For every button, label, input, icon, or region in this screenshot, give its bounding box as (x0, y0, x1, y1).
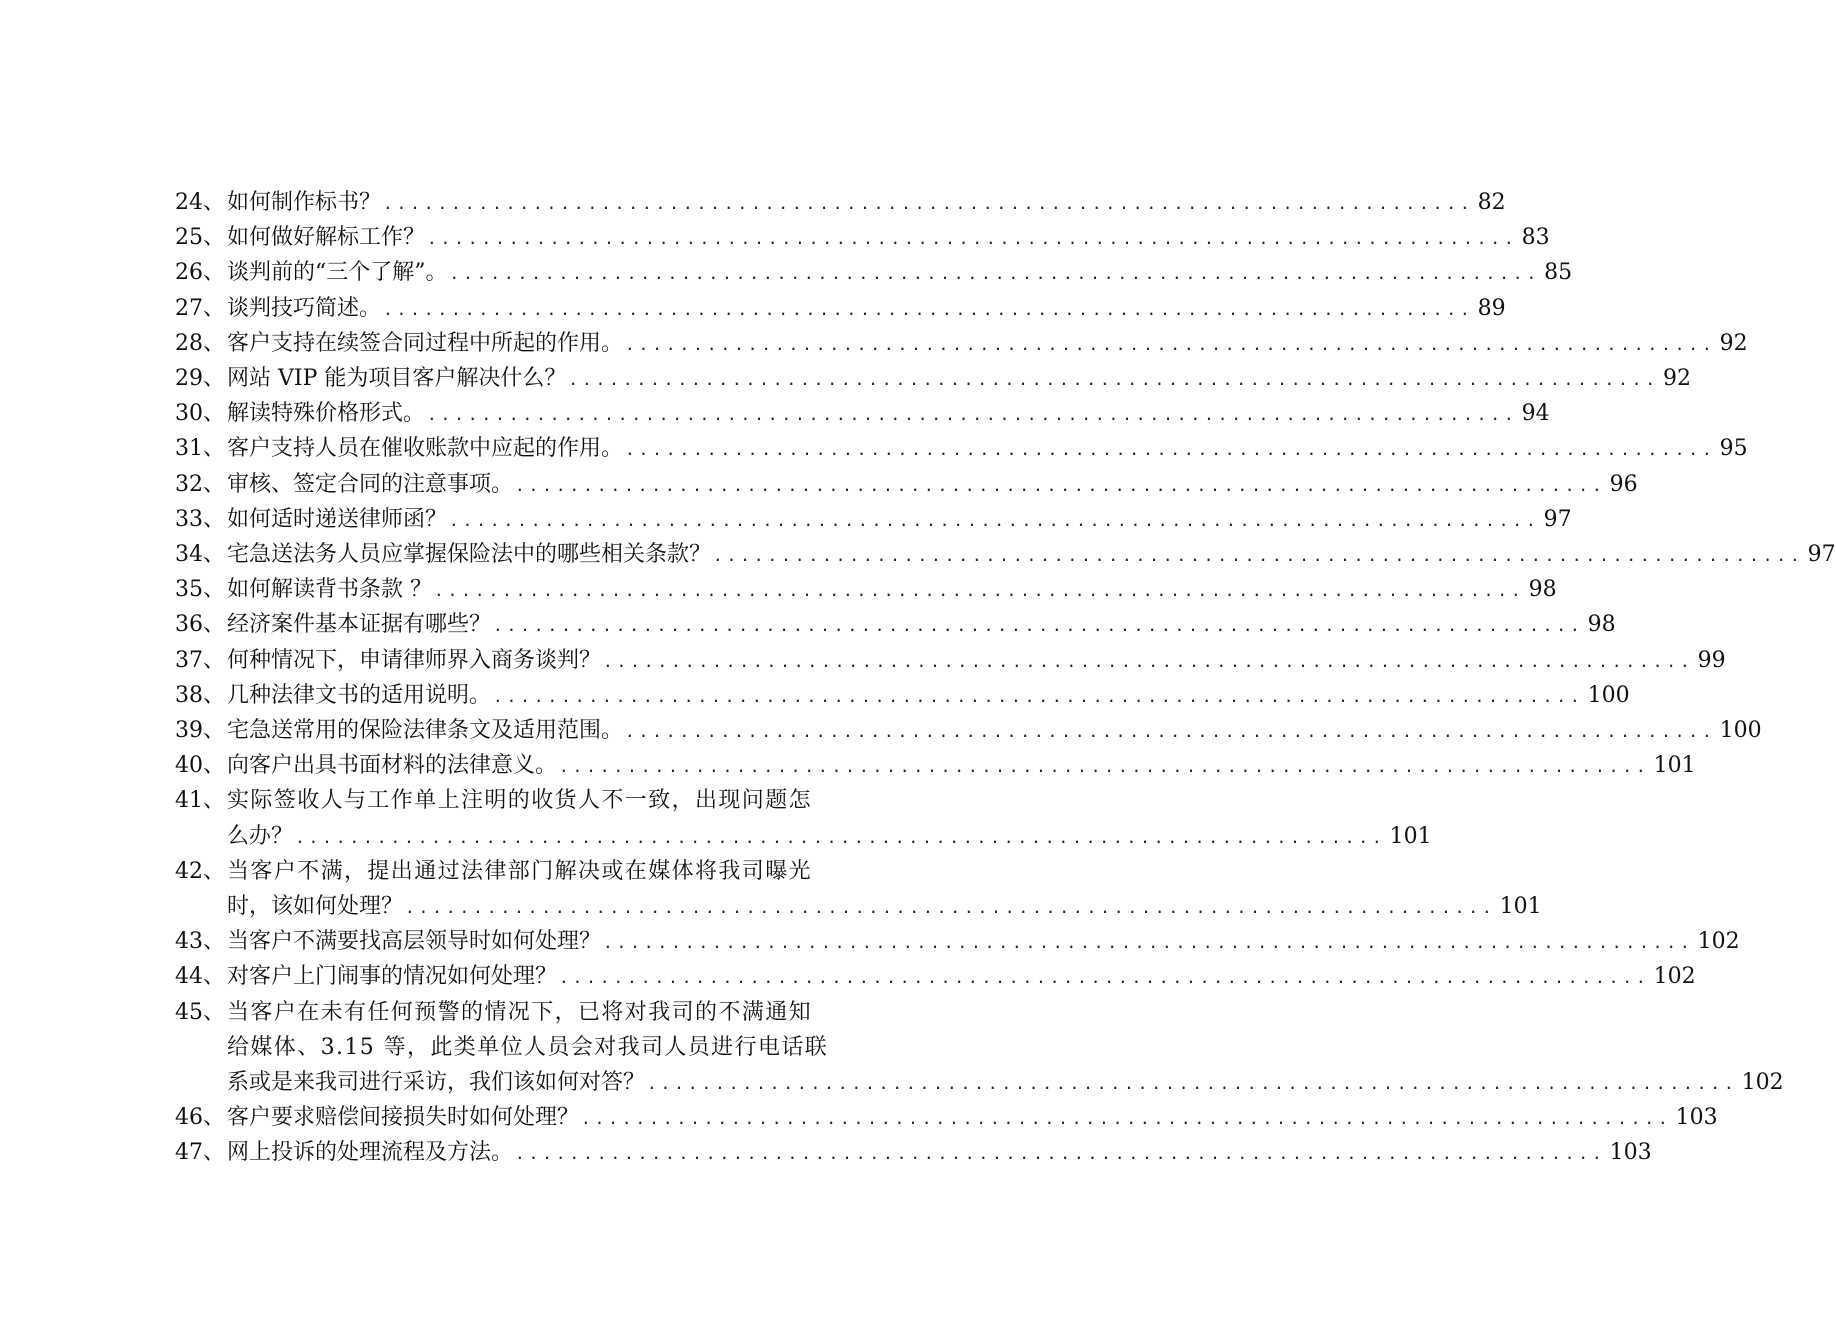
toc-page-number: 94 (1521, 401, 1550, 427)
toc-entry-title: 向客户出具书面材料的法律意义。 (227, 753, 558, 779)
toc-page-number: 95 (1719, 436, 1748, 462)
dot-leader: ................................................................................ (427, 229, 1518, 249)
toc-entry-title: 解读特殊价格形式。 (227, 401, 426, 427)
toc-page-number: 97 (1543, 506, 1572, 532)
dot-leader: ................................................................................ (603, 933, 1694, 953)
toc-entry-number: 47、 (175, 1140, 225, 1166)
toc-page-number: 102 (1697, 929, 1740, 955)
dot-leader: ................................................................................ (647, 1073, 1738, 1093)
toc-entry-number: 46、 (175, 1105, 225, 1131)
toc-entry-number: 29、 (175, 366, 225, 392)
toc-page-number: 102 (1653, 964, 1696, 990)
toc-page-number: 103 (1675, 1105, 1718, 1131)
dot-leader: ................................................................................ (449, 510, 1540, 530)
toc-entry-title: 当客户不满，提出通过法律部门解决或在媒体将我司曝光 (227, 858, 813, 884)
dot-leader: ................................................................................ (603, 651, 1694, 671)
toc-entry[interactable] (175, 607, 1616, 642)
toc-entry-title: 给媒体、3.15 等，此类单位人员会对我司人员进行电话联 (227, 1034, 829, 1060)
toc-page-number: 100 (1719, 718, 1762, 744)
toc-page-number: 92 (1719, 330, 1748, 356)
toc-entry-title: 网上投诉的处理流程及方法。 (227, 1140, 514, 1166)
toc-entry[interactable] (175, 1100, 1718, 1135)
dot-leader: ................................................................................ (383, 194, 1474, 213)
toc-page-number: 101 (1653, 753, 1696, 779)
toc-entry[interactable] (175, 361, 1691, 396)
toc-entry-title: 系或是来我司进行采访，我们该如何对答？ (227, 1069, 646, 1095)
dot-leader: ................................................................................ (625, 440, 1716, 460)
toc-entry-number: 32、 (175, 471, 225, 497)
toc-page-number: 98 (1587, 612, 1616, 638)
toc-entry-title: 当客户在未有任何预警的情况下，已将对我司的不满通知 (227, 999, 813, 1025)
toc-entry-number: 25、 (175, 225, 225, 251)
toc-entry[interactable] (175, 185, 1506, 220)
toc-entry-title: 客户要求赔偿间接损失时如何处理？ (227, 1105, 580, 1131)
toc-entry-number: 45、 (175, 999, 225, 1025)
toc-entry-title: 么办？ (227, 823, 294, 849)
toc-entry[interactable] (175, 748, 1696, 783)
toc-page-number: 82 (1477, 190, 1506, 215)
dot-leader: ................................................................................ (625, 334, 1716, 354)
toc-entry-title: 如何制作标书？ (227, 190, 382, 215)
toc-entry[interactable] (175, 995, 1784, 1101)
toc-entry-number: 39、 (175, 718, 225, 744)
dot-leader: ................................................................................ (559, 968, 1650, 988)
dot-leader: ................................................................................ (568, 370, 1659, 390)
toc-entry[interactable] (175, 643, 1726, 678)
toc-page-number: 98 (1528, 577, 1557, 603)
toc-entry[interactable] (175, 854, 1542, 924)
toc-entry-number: 38、 (175, 682, 225, 708)
toc-entry-title: 何种情况下，申请律师界入商务谈判？ (227, 647, 602, 673)
toc-entry-title: 如何做好解标工作？ (227, 225, 426, 251)
dot-leader: ................................................................................ (625, 722, 1716, 742)
dot-leader: ................................................................................ (449, 264, 1541, 284)
toc-entry[interactable] (175, 220, 1550, 255)
dot-leader: ................................................................................ (515, 475, 1606, 495)
toc-entry-title: 如何解读背书条款 ？ (227, 577, 432, 603)
toc-entry-number: 28、 (175, 330, 225, 356)
toc-entry-number: 42、 (175, 858, 225, 884)
toc-entry[interactable] (175, 326, 1748, 361)
toc-entry[interactable] (175, 291, 1506, 326)
toc-page-number: 102 (1741, 1069, 1784, 1095)
toc-entry-title: 客户支持在续签合同过程中所起的作用。 (227, 330, 624, 356)
dot-leader: ................................................................................ (434, 581, 1525, 601)
dot-leader: ................................................................................ (559, 757, 1650, 777)
toc-entry-number: 34、 (175, 542, 225, 568)
toc-entry[interactable] (175, 502, 1572, 537)
toc-entry-title: 审核、签定合同的注意事项。 (227, 471, 514, 497)
toc-page-number: 96 (1609, 471, 1638, 497)
toc-entry-title: 经济案件基本证据有哪些？ (227, 612, 492, 638)
toc-page-number: 101 (1389, 823, 1432, 849)
toc-page-number: 97 (1807, 542, 1836, 568)
toc-page-number: 85 (1544, 260, 1573, 286)
dot-leader: ................................................................................ (295, 827, 1386, 847)
toc-entry[interactable] (175, 431, 1748, 466)
toc-page-number: 92 (1663, 366, 1691, 392)
dot-leader: ................................................................................ (493, 616, 1584, 636)
toc-entry-number: 24、 (175, 190, 225, 215)
toc-entry-title: 几种法律文书的适用说明。 (227, 682, 492, 708)
dot-leader: ................................................................................ (581, 1109, 1672, 1129)
toc-page-number: 101 (1499, 894, 1542, 920)
toc-entry-title: 对客户上门闹事的情况如何处理？ (227, 964, 558, 990)
toc-entry-title: 客户支持人员在催收账款中应起的作用。 (227, 436, 624, 462)
dot-leader: ................................................................................ (405, 898, 1496, 918)
toc-page-number: 100 (1587, 682, 1630, 708)
toc-entry[interactable] (175, 537, 1836, 572)
toc-entry-number: 26、 (175, 260, 225, 286)
toc-entry-number: 30、 (175, 401, 225, 427)
toc-entry-number: 41、 (175, 788, 225, 814)
toc-page-number: 89 (1477, 295, 1506, 321)
toc-entry-number: 44、 (175, 964, 225, 990)
dot-leader: ................................................................................ (515, 1144, 1606, 1164)
toc-entry[interactable] (175, 255, 1573, 290)
toc-entry-title: 谈判前的“三个了解”。 (227, 260, 448, 286)
toc-entry[interactable] (175, 924, 1740, 959)
toc-entry-title: 时，该如何处理？ (227, 894, 404, 920)
toc-entry[interactable] (175, 678, 1630, 713)
toc-entry[interactable] (175, 467, 1638, 502)
toc-entry-title: 谈判技巧简述。 (227, 295, 382, 321)
toc-entry-title: 宅急送法务人员应掌握保险法中的哪些相关条款？ (227, 542, 712, 568)
toc-entry-number: 33、 (175, 506, 225, 532)
toc-entry[interactable] (175, 572, 1557, 607)
toc-entry-number: 36、 (175, 612, 225, 638)
toc-page-number: 103 (1609, 1140, 1652, 1166)
toc-entry-title: 网站 VIP 能为项目客户解决什么？ (227, 366, 567, 392)
toc-entry-number: 35、 (175, 577, 225, 603)
toc-entry[interactable] (175, 713, 1762, 748)
toc-page-number: 83 (1521, 225, 1550, 251)
toc-entry-number: 43、 (175, 929, 225, 955)
toc-entry-title: 实际签收人与工作单上注明的收货人不一致，出现问题怎 (227, 788, 813, 814)
toc-entry-number: 40、 (175, 753, 225, 779)
toc-entry[interactable] (175, 783, 1432, 853)
toc-entry[interactable] (175, 396, 1550, 431)
toc-page-number: 99 (1697, 647, 1726, 673)
toc-entry-title: 当客户不满要找高层领导时如何处理？ (227, 929, 602, 955)
dot-leader: ................................................................................ (713, 546, 1804, 566)
toc-entry-title: 宅急送常用的保险法律条文及适用范围。 (227, 718, 624, 744)
toc-entry-number: 37、 (175, 647, 225, 673)
toc-entry-title: 如何适时递送律师函？ (227, 506, 448, 532)
toc-entry-number: 27、 (175, 295, 225, 321)
table-of-contents (175, 185, 1836, 1171)
dot-leader: ................................................................................ (427, 405, 1518, 425)
toc-entry-number: 31、 (175, 436, 225, 462)
dot-leader: ................................................................................ (493, 686, 1584, 706)
dot-leader: ................................................................................ (383, 299, 1474, 319)
toc-entry[interactable] (175, 959, 1696, 994)
toc-entry[interactable] (175, 1135, 1652, 1170)
